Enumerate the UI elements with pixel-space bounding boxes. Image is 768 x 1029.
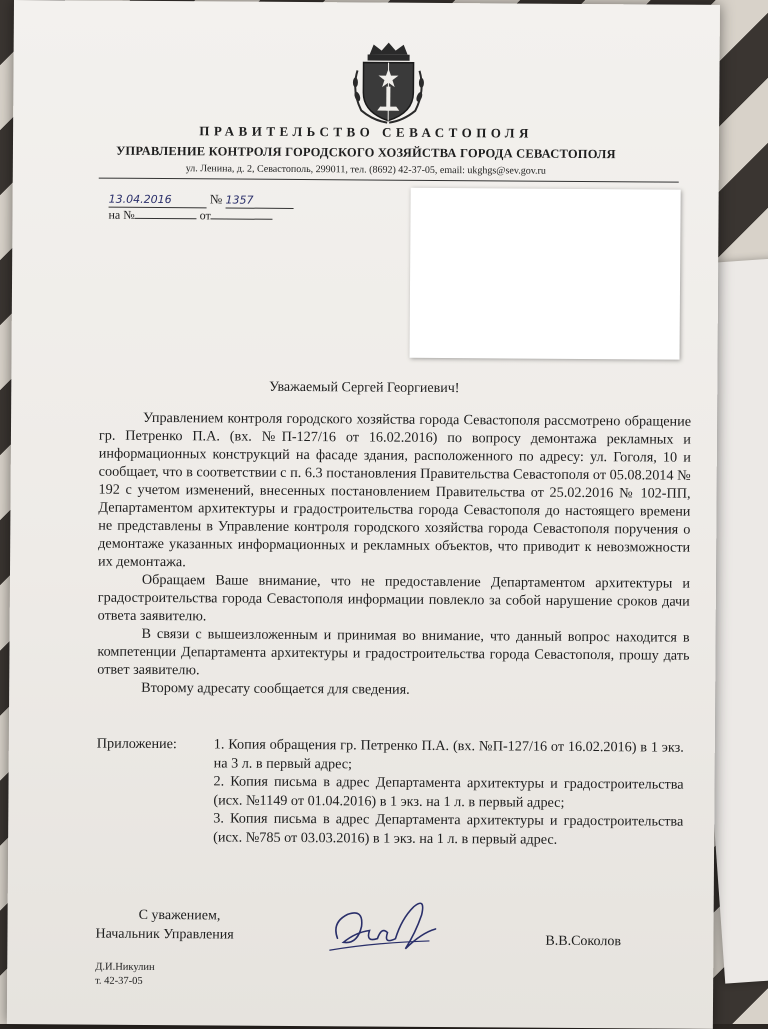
attachments-list	[213, 735, 684, 849]
closing-block	[95, 906, 234, 945]
handwritten-signature	[325, 892, 445, 963]
outgoing-registration	[109, 191, 294, 209]
letter-sheet	[7, 0, 720, 1029]
government-title: ПРАВИТЕЛЬСТВО СЕВАСТОПОЛЯ	[199, 123, 533, 141]
department-title: УПРАВЛЕНИЕ КОНТРОЛЯ ГОРОДСКОГО ХОЗЯЙСТВА ГОРОДА СЕВАСТОПОЛЯ	[116, 143, 616, 162]
attachment-item: 1. Копия обращения гр. Петренко П.А. (вх. №П-127/16 от 16.02.2016) в 1 экз. на 3 л. в первый адрес;	[213, 736, 684, 772]
executor-block	[95, 961, 155, 989]
outgoing-date: 13.04.2016	[108, 192, 172, 207]
body-paragraph: Второму адресату сообщается для сведения.	[141, 679, 410, 698]
attachments	[96, 735, 697, 848]
signer-position: Начальник Управления	[95, 926, 234, 943]
executor-name: Д.И.Никулин	[95, 961, 155, 974]
body-paragraph: Обращаем Ваше внимание, что не предоставление Департаментом архитектуры и градостроительства города Севастополя информации повлекло за собой нарушение сроков дачи ответа заявителю.	[97, 571, 690, 625]
letterhead-address: ул. Ленина, д. 2, Севастополь, 299011, тел. (8692) 42-37-05, email: ukghgs@sev.gov.ru	[185, 163, 546, 177]
reference-line	[108, 208, 272, 224]
signer-name: В.В.Соколов	[545, 933, 622, 950]
number-prefix: №	[209, 191, 223, 207]
executor-phone: т. 42-37-05	[95, 975, 143, 987]
letterhead-divider	[99, 178, 679, 183]
redacted-addressee	[410, 188, 681, 360]
regards: С уважением,	[138, 907, 221, 924]
attachment-item: 2. Копия письма в адрес Департамента архитектуры и градостроительства (исх. №1149 от 01.04.2016) в 1 экз. на 1 л. в первый адрес;	[213, 773, 684, 811]
attachment-item: 3. Копия письма в адрес Департамента архитектуры и градостроительства (исх. №785 от 03.03.2016) в 1 экз. на 1 л. в первый адрес.	[213, 810, 684, 848]
ref-date-label: от	[199, 208, 211, 223]
coat-of-arms-icon	[347, 40, 430, 125]
attachments-label: Приложение:	[96, 735, 177, 753]
body-paragraph: В связи с вышеизложенным и принимая во внимание, что данный вопрос находится в компетенции Департамента архитектуры и градостроительства города Севастополя, прошу дать ответ заявителю.	[97, 625, 690, 679]
outgoing-number: 1357	[225, 193, 254, 207]
ref-number-label: на №	[108, 207, 135, 222]
body-paragraph: Управлением контроля городского хозяйства города Севастополя рассмотрено обращение гр. Петренко П.А. (вх. №П-127/16 от 16.02.2016) по вопросу демонтажа рекламных и информационных конструкций на фасаде здания, расположенного по адресу: ул. Гоголя, 10 и сообщает, что в соответствии с п. 6.3 постановления Правительства Севастополя от 05.08.2014 № 192 с учетом изменений, внесенных постановлением Правительства от 25.02.2016 № 102-ПП, Департаментом архитектуры и градостроительства города Севастополя до настоящего времени не представлены в Управление контроля городского хозяйства города Севастополя поручения о демонтаже указанных информационных и рекламных объектов, что приводит к невозможности их демонтажа.	[98, 409, 692, 571]
greeting: Уважаемый Сергей Георгиевич!	[269, 379, 460, 397]
letter-body	[97, 409, 691, 701]
